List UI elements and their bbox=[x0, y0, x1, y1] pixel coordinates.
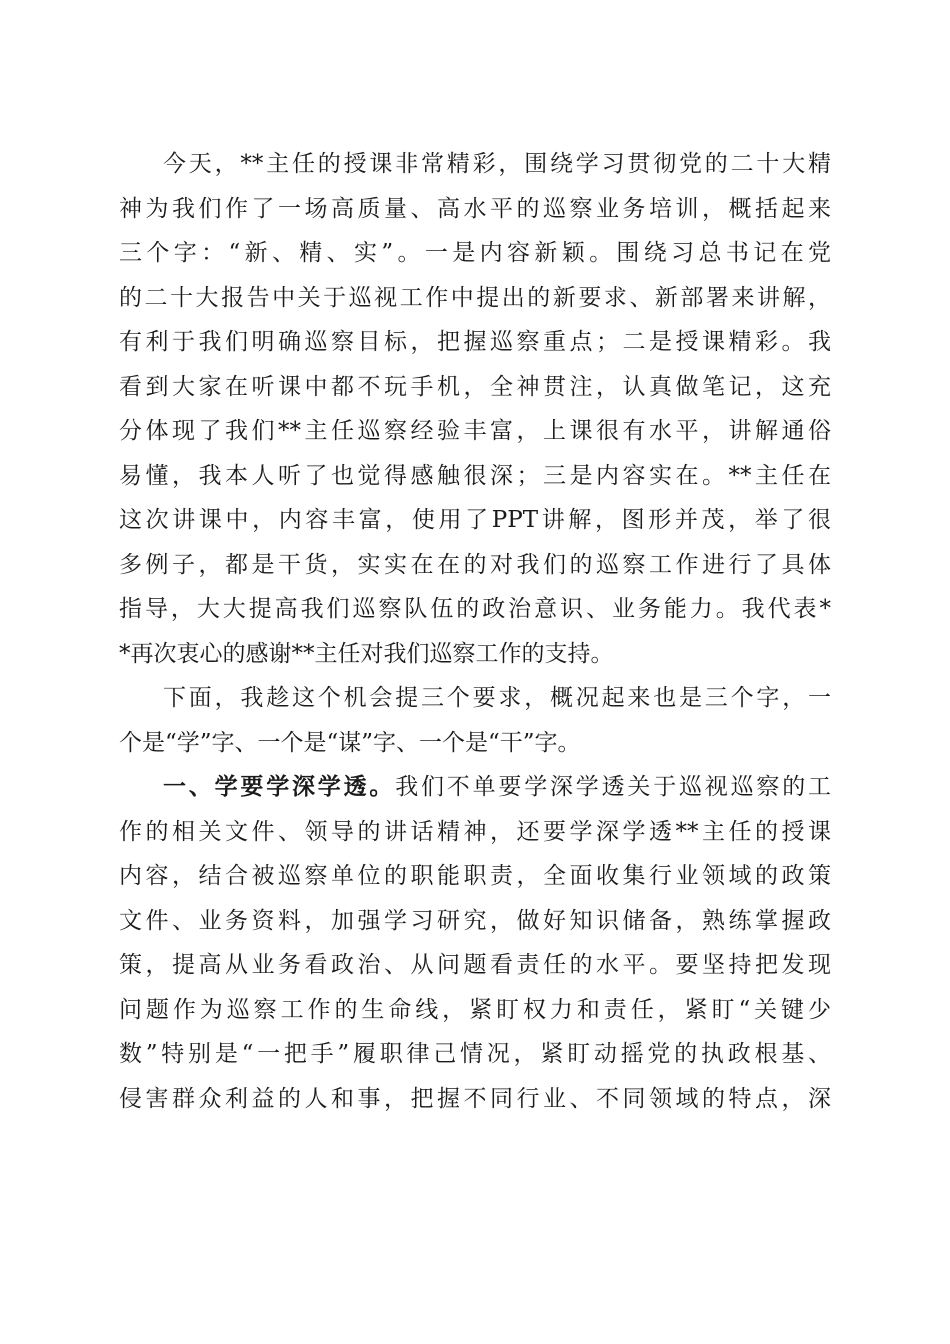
text-line: 易懂，我本人听了也觉得感触很深；三是内容实在。**主任在 bbox=[119, 462, 831, 489]
text-line: 作的相关文件、领导的讲话精神，还要学深学透**主任的授课 bbox=[119, 818, 831, 845]
paragraph-three-requirements bbox=[119, 676, 831, 765]
text-line: 的二十大报告中关于巡视工作中提出的新要求、新部署来讲解， bbox=[119, 284, 831, 311]
text-line: 内容，结合被巡察单位的职能职责，全面收集行业领域的政策 bbox=[119, 863, 831, 889]
paragraph-opening-remarks bbox=[119, 142, 831, 676]
text-line: 今天，**主任的授课非常精彩，围绕学习贯彻党的二十大精 bbox=[163, 151, 831, 177]
text-line: 多例子，都是干货，实实在在的对我们的巡察工作进行了具体 bbox=[119, 551, 831, 578]
text-line: 下面，我趁这个机会提三个要求，概况起来也是三个字，一 bbox=[163, 685, 831, 711]
text-line: 看到大家在听课中都不玩手机，全神贯注，认真做笔记，这充 bbox=[119, 373, 831, 400]
text-line: 有利于我们明确巡察目标，把握巡察重点；二是授课精彩。我 bbox=[119, 329, 831, 355]
text-line: 这次讲课中，内容丰富，使用了PPT讲解，图形并茂，举了很 bbox=[119, 507, 831, 533]
text-line: 指导，大大提高我们巡察队伍的政治意识、业务能力。我代表* bbox=[119, 596, 831, 622]
text-line bbox=[119, 765, 831, 810]
text-line: 分体现了我们**主任巡察经验丰富，上课很有水平，讲解通俗 bbox=[119, 418, 831, 444]
text-line: 文件、业务资料，加强学习研究，做好知识储备，熟练掌握政 bbox=[119, 907, 831, 934]
text-line: 侵害群众利益的人和事，把握不同行业、不同领域的特点，深 bbox=[119, 1085, 831, 1112]
text-line: *再次衷心的感谢**主任对我们巡察工作的支持。 bbox=[119, 640, 614, 667]
text-line: 三个字：“新、精、实”。一是内容新颖。围绕习总书记在党 bbox=[119, 240, 831, 266]
text-line: 策，提高从业务看政治、从问题看责任的水平。要坚持把发现 bbox=[119, 952, 831, 978]
text-line: 神为我们作了一场高质量、高水平的巡察业务培训，概括起来 bbox=[119, 195, 831, 222]
text-line: 数”特别是“一把手”履职律己情况，紧盯动摇党的执政根基、 bbox=[119, 1041, 831, 1067]
section-study bbox=[119, 765, 831, 1121]
text-line: 问题作为巡察工作的生命线，紧盯权力和责任，紧盯“关键少 bbox=[119, 996, 831, 1023]
document-body bbox=[119, 142, 831, 1121]
section-text: 我们不单要学深学透关于巡视巡察的工 bbox=[395, 774, 832, 800]
text-line: 个是“学”字、一个是“谋”字、一个是“干”字。 bbox=[119, 729, 581, 756]
section-heading: 一、学要学深学透。 bbox=[163, 774, 396, 800]
